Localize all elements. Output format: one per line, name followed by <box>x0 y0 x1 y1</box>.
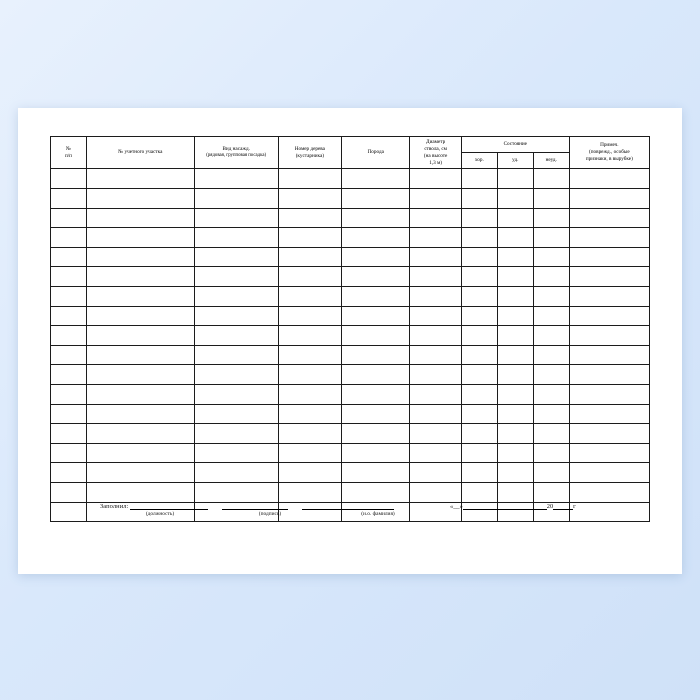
table-cell[interactable] <box>497 326 533 346</box>
table-cell[interactable] <box>194 267 278 287</box>
table-cell[interactable] <box>497 424 533 444</box>
table-row[interactable] <box>51 482 650 502</box>
table-cell[interactable] <box>461 463 497 483</box>
table-cell[interactable] <box>278 228 341 248</box>
header-notes-line2: (поврежд., особые <box>589 149 630 156</box>
header-planting-kind-line1: Вид насажд. <box>222 146 250 153</box>
table-cell[interactable] <box>86 424 194 444</box>
table-row[interactable] <box>51 208 650 228</box>
table-cell[interactable] <box>497 287 533 307</box>
header-state-satisfactory: уд. <box>497 153 533 169</box>
table-cell[interactable] <box>497 169 533 189</box>
header-planting-kind <box>194 137 278 169</box>
table-cell[interactable] <box>194 326 278 346</box>
table-cell[interactable] <box>86 404 194 424</box>
header-state-good: хор. <box>461 153 497 169</box>
table-row[interactable] <box>51 384 650 404</box>
table-cell[interactable] <box>533 247 569 267</box>
table-cell[interactable] <box>86 247 194 267</box>
table-cell[interactable] <box>278 267 341 287</box>
table-header <box>51 137 650 169</box>
table-cell[interactable] <box>194 443 278 463</box>
table-cell[interactable] <box>51 306 87 326</box>
document-sheet <box>18 108 682 574</box>
table-cell[interactable] <box>342 326 410 346</box>
table-cell[interactable] <box>497 482 533 502</box>
table-cell[interactable] <box>569 404 649 424</box>
table-cell[interactable] <box>461 365 497 385</box>
table-cell[interactable] <box>410 345 462 365</box>
table-row[interactable] <box>51 228 650 248</box>
table-cell[interactable] <box>410 189 462 209</box>
table-cell[interactable] <box>194 169 278 189</box>
table-cell[interactable] <box>533 424 569 444</box>
table-cell[interactable] <box>342 306 410 326</box>
table-cell[interactable] <box>51 208 87 228</box>
table-cell[interactable] <box>51 384 87 404</box>
table-cell[interactable] <box>410 326 462 346</box>
table-cell[interactable] <box>278 189 341 209</box>
table-cell[interactable] <box>51 326 87 346</box>
table-cell[interactable] <box>278 365 341 385</box>
table-cell[interactable] <box>342 463 410 483</box>
table-cell[interactable] <box>278 463 341 483</box>
table-cell[interactable] <box>461 208 497 228</box>
table-cell[interactable] <box>410 228 462 248</box>
table-cell[interactable] <box>533 482 569 502</box>
table-cell[interactable] <box>461 306 497 326</box>
table-cell[interactable] <box>497 267 533 287</box>
table-cell[interactable] <box>194 228 278 248</box>
table-cell[interactable] <box>533 189 569 209</box>
table-cell[interactable] <box>194 482 278 502</box>
header-trunk-diameter-line1: Диаметр <box>426 139 446 145</box>
tree-inventory-table <box>50 136 650 522</box>
footer-year-blank[interactable] <box>553 502 573 510</box>
table-cell[interactable] <box>342 365 410 385</box>
table-cell[interactable] <box>51 267 87 287</box>
table-row[interactable] <box>51 404 650 424</box>
table-cell[interactable] <box>51 365 87 385</box>
table-cell[interactable] <box>51 443 87 463</box>
table-cell[interactable] <box>86 169 194 189</box>
table-row[interactable] <box>51 326 650 346</box>
footer-date-quote: «__» <box>450 503 463 510</box>
table-body <box>51 169 650 522</box>
header-notes <box>569 137 649 169</box>
table-cell[interactable] <box>461 267 497 287</box>
table-cell[interactable] <box>533 404 569 424</box>
table-cell[interactable] <box>497 208 533 228</box>
table-cell[interactable] <box>278 384 341 404</box>
table-cell[interactable] <box>569 463 649 483</box>
table-cell[interactable] <box>342 404 410 424</box>
table-cell[interactable] <box>569 345 649 365</box>
footer-year-prefix: 20 <box>546 503 554 510</box>
table-cell[interactable] <box>51 424 87 444</box>
table-cell[interactable] <box>533 384 569 404</box>
table-cell[interactable] <box>51 463 87 483</box>
header-trunk-diameter <box>410 137 462 169</box>
footer-signature-blank[interactable] <box>222 502 288 510</box>
table-cell[interactable] <box>569 384 649 404</box>
table-cell[interactable] <box>461 384 497 404</box>
table-cell[interactable] <box>569 482 649 502</box>
table-cell[interactable] <box>342 228 410 248</box>
table-cell[interactable] <box>278 404 341 424</box>
table-cell[interactable] <box>461 326 497 346</box>
table-row[interactable] <box>51 267 650 287</box>
table-cell[interactable] <box>410 306 462 326</box>
footer-filled-by-label: Заполнил: <box>100 503 129 510</box>
table-cell[interactable] <box>410 443 462 463</box>
table-cell[interactable] <box>410 267 462 287</box>
header-plot-number: № учетного участка <box>86 137 194 169</box>
table-row[interactable] <box>51 463 650 483</box>
table-row[interactable] <box>51 424 650 444</box>
table-cell[interactable] <box>51 228 87 248</box>
table-cell[interactable] <box>569 424 649 444</box>
table-cell[interactable] <box>410 365 462 385</box>
table-cell[interactable] <box>569 326 649 346</box>
footer-name-caption: (и.о. фамилия) <box>361 511 395 517</box>
table-cell[interactable] <box>194 306 278 326</box>
table-cell[interactable] <box>51 247 87 267</box>
table-cell[interactable] <box>497 443 533 463</box>
table-cell[interactable] <box>533 287 569 307</box>
table-row[interactable] <box>51 306 650 326</box>
table-cell[interactable] <box>86 208 194 228</box>
header-trunk-diameter-line4: 1,3 м) <box>429 159 443 166</box>
table-cell[interactable] <box>410 169 462 189</box>
footer-captions <box>82 511 618 519</box>
table-cell[interactable] <box>497 345 533 365</box>
header-planting-kind-line2: (рядовая, групповая посадка) <box>206 153 267 159</box>
table-row[interactable] <box>51 345 650 365</box>
table-cell[interactable] <box>569 306 649 326</box>
table-cell[interactable] <box>51 169 87 189</box>
footer-signature-line <box>82 502 618 510</box>
table-cell[interactable] <box>86 228 194 248</box>
table-cell[interactable] <box>410 247 462 267</box>
table-cell[interactable] <box>410 384 462 404</box>
table-cell[interactable] <box>278 287 341 307</box>
table-cell[interactable] <box>533 326 569 346</box>
table-cell[interactable] <box>278 424 341 444</box>
table-cell[interactable] <box>497 463 533 483</box>
table-cell[interactable] <box>533 443 569 463</box>
table-cell[interactable] <box>342 208 410 228</box>
table-cell[interactable] <box>194 404 278 424</box>
table-cell[interactable] <box>278 306 341 326</box>
table-cell[interactable] <box>461 247 497 267</box>
table-cell[interactable] <box>86 463 194 483</box>
table-cell[interactable] <box>86 345 194 365</box>
table-cell[interactable] <box>342 247 410 267</box>
document-content <box>50 136 650 548</box>
table-cell[interactable] <box>569 228 649 248</box>
footer-year-suffix: г <box>573 503 576 510</box>
table-cell[interactable] <box>86 326 194 346</box>
table-cell[interactable] <box>533 345 569 365</box>
table-cell[interactable] <box>86 306 194 326</box>
table-cell[interactable] <box>533 306 569 326</box>
table-cell[interactable] <box>497 228 533 248</box>
table-cell[interactable] <box>461 482 497 502</box>
table-cell[interactable] <box>410 424 462 444</box>
table-cell[interactable] <box>569 208 649 228</box>
table-cell[interactable] <box>569 189 649 209</box>
footer-position-caption: (должность) <box>145 511 175 517</box>
table-cell[interactable] <box>194 208 278 228</box>
header-species: Порода <box>342 137 410 169</box>
table-cell[interactable] <box>278 169 341 189</box>
table-cell[interactable] <box>86 482 194 502</box>
table-cell[interactable] <box>194 287 278 307</box>
table-row[interactable] <box>51 189 650 209</box>
table-cell[interactable] <box>51 287 87 307</box>
table-cell[interactable] <box>497 189 533 209</box>
table-cell[interactable] <box>497 404 533 424</box>
table-cell[interactable] <box>533 365 569 385</box>
table-cell[interactable] <box>86 287 194 307</box>
table-cell[interactable] <box>278 326 341 346</box>
footer-position-blank[interactable] <box>130 502 208 510</box>
header-state-unsatisfactory: неуд. <box>533 153 569 169</box>
table-cell[interactable] <box>569 443 649 463</box>
table-cell[interactable] <box>461 169 497 189</box>
footer-signature-caption: (подпись) <box>258 511 282 517</box>
table-cell[interactable] <box>51 482 87 502</box>
table-cell[interactable] <box>51 404 87 424</box>
table-cell[interactable] <box>410 208 462 228</box>
table-cell[interactable] <box>342 424 410 444</box>
table-cell[interactable] <box>497 247 533 267</box>
table-cell[interactable] <box>86 365 194 385</box>
table-cell[interactable] <box>533 208 569 228</box>
table-row[interactable] <box>51 365 650 385</box>
table-cell[interactable] <box>533 463 569 483</box>
header-tree-number <box>278 137 341 169</box>
header-notes-line3: признаки, в вырубке) <box>585 156 633 163</box>
table-cell[interactable] <box>461 228 497 248</box>
header-row-number-line2: п/п <box>64 152 72 159</box>
table-cell[interactable] <box>410 404 462 424</box>
table-cell[interactable] <box>497 384 533 404</box>
header-notes-line1: Примеч. <box>600 142 619 149</box>
table-cell[interactable] <box>342 287 410 307</box>
table-cell[interactable] <box>278 208 341 228</box>
table-cell[interactable] <box>342 384 410 404</box>
table-cell[interactable] <box>86 267 194 287</box>
footer-date-blank[interactable] <box>463 502 547 510</box>
table-cell[interactable] <box>86 189 194 209</box>
table-cell[interactable] <box>533 169 569 189</box>
table-cell[interactable] <box>342 345 410 365</box>
table-cell[interactable] <box>461 189 497 209</box>
table-cell[interactable] <box>86 384 194 404</box>
table-cell[interactable] <box>86 443 194 463</box>
header-tree-number-line2: (кустарника) <box>295 152 325 159</box>
table-cell[interactable] <box>461 424 497 444</box>
header-row-number-line1: № <box>65 145 71 152</box>
table-cell[interactable] <box>497 365 533 385</box>
table-cell[interactable] <box>342 267 410 287</box>
table-cell[interactable] <box>51 345 87 365</box>
footer-name-blank[interactable] <box>302 502 394 510</box>
table-cell[interactable] <box>533 267 569 287</box>
table-row[interactable] <box>51 169 650 189</box>
table-cell[interactable] <box>194 424 278 444</box>
document-footer <box>82 502 618 528</box>
table-cell[interactable] <box>194 463 278 483</box>
table-cell[interactable] <box>278 443 341 463</box>
table-cell[interactable] <box>410 287 462 307</box>
table-cell[interactable] <box>342 189 410 209</box>
table-cell[interactable] <box>410 482 462 502</box>
table-cell[interactable] <box>278 247 341 267</box>
header-tree-number-line1: Номер дерева <box>294 145 325 152</box>
table-cell[interactable] <box>461 404 497 424</box>
table-row[interactable] <box>51 287 650 307</box>
table-cell[interactable] <box>569 267 649 287</box>
table-cell[interactable] <box>194 345 278 365</box>
table-cell[interactable] <box>278 482 341 502</box>
table-cell[interactable] <box>342 482 410 502</box>
table-header-row-1 <box>51 137 650 153</box>
table-cell[interactable] <box>194 189 278 209</box>
table-cell[interactable] <box>342 169 410 189</box>
table-cell[interactable] <box>278 345 341 365</box>
table-cell[interactable] <box>461 345 497 365</box>
table-cell[interactable] <box>569 287 649 307</box>
table-cell[interactable] <box>194 365 278 385</box>
table-cell[interactable] <box>569 365 649 385</box>
table-cell[interactable] <box>533 228 569 248</box>
table-cell[interactable] <box>51 189 87 209</box>
table-cell[interactable] <box>497 306 533 326</box>
table-row[interactable] <box>51 247 650 267</box>
table-cell[interactable] <box>461 443 497 463</box>
header-state-group: Состояние <box>461 137 569 153</box>
table-cell[interactable] <box>569 169 649 189</box>
table-row[interactable] <box>51 443 650 463</box>
header-trunk-diameter-line2: ствола, см <box>424 145 447 152</box>
header-row-number <box>51 137 87 169</box>
table-cell[interactable] <box>342 443 410 463</box>
table-cell[interactable] <box>194 247 278 267</box>
table-cell[interactable] <box>569 247 649 267</box>
table-cell[interactable] <box>194 384 278 404</box>
table-cell[interactable] <box>410 463 462 483</box>
table-cell[interactable] <box>461 287 497 307</box>
header-trunk-diameter-line3: (на высоте <box>423 152 448 159</box>
